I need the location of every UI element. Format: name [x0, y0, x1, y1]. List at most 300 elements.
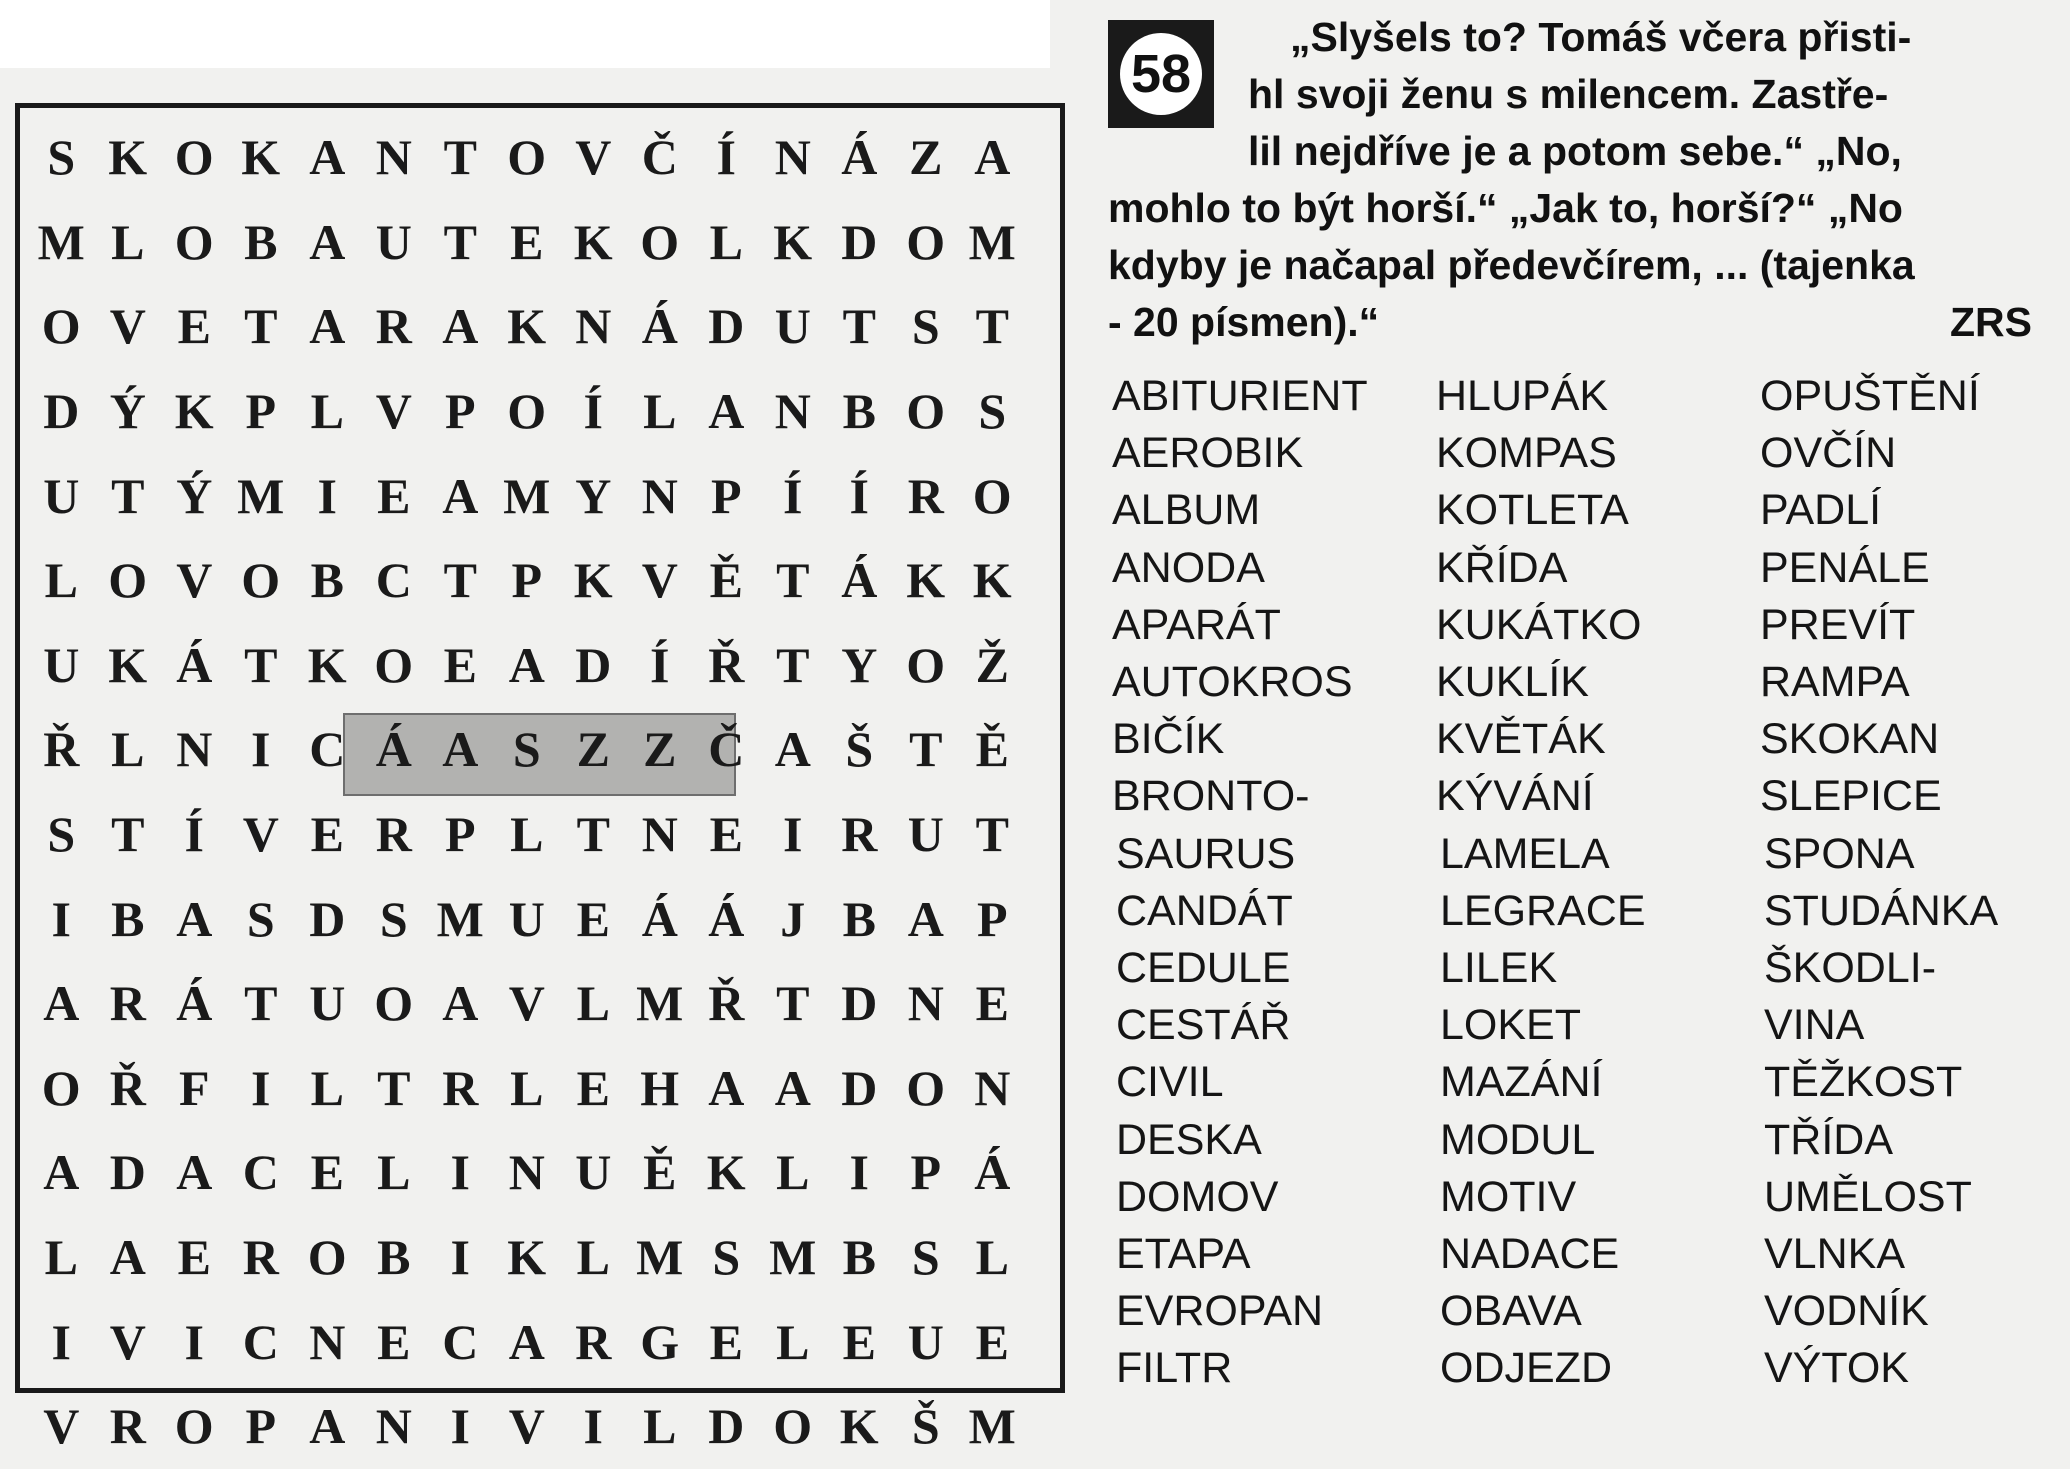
grid-letter: U — [575, 1144, 612, 1201]
grid-letter: A — [309, 213, 346, 270]
grid-letter: H — [640, 1059, 680, 1116]
grid-letter: C — [375, 552, 412, 609]
grid-letter: Ý — [109, 383, 146, 440]
grid-letter: K — [507, 298, 547, 355]
grid-letter: M — [636, 1229, 684, 1286]
clue-line: - 20 písmen).“ — [1108, 299, 1380, 345]
grid-letter: O — [906, 1059, 946, 1116]
grid-letter: Č — [641, 129, 678, 186]
grid-letter: K — [839, 1398, 879, 1455]
grid-letter: N — [907, 975, 944, 1032]
grid-letter: O — [108, 552, 148, 609]
grid-letter: U — [508, 890, 545, 947]
grid-letter: B — [111, 890, 145, 947]
grid-letter: A — [43, 1144, 80, 1201]
grid-letter: A — [176, 890, 213, 947]
grid-letter: K — [972, 552, 1012, 609]
grid-letter: M — [237, 467, 285, 524]
grid-letter: L — [44, 1229, 78, 1286]
grid-letter: O — [41, 298, 81, 355]
grid-letter: T — [975, 298, 1009, 355]
grid-letter: G — [640, 1313, 680, 1370]
grid-letter: A — [309, 298, 346, 355]
grid-letter: Ř — [109, 1059, 146, 1116]
grid-letter: R — [442, 1059, 479, 1116]
grid-letter: P — [910, 1144, 942, 1201]
grid-letter: O — [307, 1229, 347, 1286]
word-list-item: NADACE — [1440, 1230, 1620, 1278]
word-list-item: TŘÍDA — [1764, 1115, 1893, 1164]
grid-letter: Y — [841, 636, 878, 693]
grid-letter: U — [43, 467, 80, 524]
grid-letter: A — [508, 636, 545, 693]
grid-letter: U — [375, 213, 412, 270]
grid-letter: V — [242, 806, 279, 863]
grid-letter: E — [576, 1059, 610, 1116]
grid-letter: O — [174, 1398, 214, 1455]
grid-letter: M — [968, 213, 1016, 270]
word-list-item: CESTÁŘ — [1116, 1001, 1291, 1050]
word-list-item: EVROPAN — [1116, 1287, 1324, 1336]
grid-letter: Ř — [43, 721, 80, 778]
grid-letter: S — [911, 1229, 940, 1286]
word-list-item: MOTIV — [1440, 1172, 1577, 1221]
grid-letter: Š — [911, 1398, 940, 1455]
grid-letter: P — [976, 890, 1008, 947]
grid-letter: D — [841, 213, 878, 270]
grid-letter: A — [774, 1059, 811, 1116]
grid-letter: L — [377, 1144, 411, 1201]
grid-letter: O — [174, 129, 214, 186]
word-list-item: KŘÍDA — [1436, 543, 1568, 592]
word-list-item: DOMOV — [1116, 1172, 1279, 1221]
word-list-item: ŠKODLI- — [1764, 944, 1937, 992]
grid-letter: I — [849, 1144, 869, 1201]
grid-letter: R — [841, 806, 878, 863]
grid-letter: Ě — [643, 1144, 677, 1201]
grid-letter: E — [975, 975, 1009, 1032]
grid-letter: V — [508, 1398, 545, 1455]
grid-letter: M — [37, 213, 85, 270]
word-list-item: SKOKAN — [1760, 715, 1940, 764]
grid-letter: A — [708, 383, 745, 440]
grid-letter: E — [576, 890, 610, 947]
grid-letter: K — [706, 1144, 746, 1201]
grid-letter: T — [576, 806, 610, 863]
clue-line: hl svoji ženu s milencem. Zastře- — [1248, 71, 1889, 117]
grid-letter: I — [450, 1398, 470, 1455]
grid-letter: L — [576, 1229, 610, 1286]
grid-letter: I — [583, 1398, 603, 1455]
puzzle-number-badge — [1108, 20, 1214, 128]
page-top-margin — [0, 0, 1050, 68]
grid-letter: U — [309, 975, 346, 1032]
grid-letter: O — [640, 213, 680, 270]
grid-letter: K — [174, 383, 214, 440]
word-list-item: FILTR — [1116, 1344, 1233, 1393]
grid-letter: A — [176, 1144, 213, 1201]
word-list-item: VÝTOK — [1764, 1344, 1909, 1393]
grid-letter: M — [636, 975, 684, 1032]
grid-letter: K — [108, 636, 148, 693]
grid-letter: V — [375, 383, 412, 440]
grid-letter: B — [842, 383, 876, 440]
grid-letter: S — [978, 383, 1007, 440]
word-list-item: UMĚLOST — [1764, 1172, 1972, 1221]
grid-letter: L — [310, 383, 344, 440]
grid-letter: A — [309, 1398, 346, 1455]
grid-letter: Ě — [975, 721, 1009, 778]
grid-letter: N — [375, 129, 412, 186]
grid-letter: I — [450, 1229, 470, 1286]
grid-letter: O — [773, 1398, 813, 1455]
grid-letter: Z — [576, 721, 610, 778]
grid-letter: N — [974, 1059, 1011, 1116]
grid-letter: Á — [708, 890, 745, 947]
grid-letter: U — [907, 806, 944, 863]
puzzle-number: 58 — [1120, 33, 1202, 115]
word-search-grid — [28, 115, 1058, 1469]
grid-letter: E — [310, 1144, 344, 1201]
word-list-item: TĚŽKOST — [1764, 1058, 1963, 1107]
grid-letter: D — [841, 1059, 878, 1116]
grid-letter: C — [242, 1313, 279, 1370]
grid-letter: O — [174, 213, 214, 270]
grid-letter: N — [309, 1313, 346, 1370]
grid-letter: L — [44, 552, 78, 609]
word-list-item: KOMPAS — [1436, 429, 1617, 478]
grid-letter: L — [975, 1229, 1009, 1286]
grid-letter: A — [442, 467, 479, 524]
grid-letter: V — [575, 129, 612, 186]
grid-letter: Ž — [975, 636, 1009, 693]
word-list-item: LEGRACE — [1440, 886, 1646, 935]
grid-letter: N — [575, 298, 612, 355]
word-list-item: ABITURIENT — [1112, 372, 1368, 420]
grid-letter: M — [769, 1229, 817, 1286]
grid-letter: A — [508, 1313, 545, 1370]
grid-letter: L — [776, 1313, 810, 1370]
grid-letter: A — [774, 721, 811, 778]
grid-letter: L — [510, 1059, 544, 1116]
grid-letter: D — [841, 975, 878, 1032]
grid-letter: Í — [716, 129, 736, 186]
grid-letter: T — [111, 467, 145, 524]
word-list-item: LOKET — [1440, 1001, 1581, 1050]
grid-letter: O — [374, 636, 414, 693]
grid-letter: U — [43, 636, 80, 693]
grid-letter: Á — [176, 975, 213, 1032]
word-list-item: CIVIL — [1116, 1058, 1224, 1107]
word-list-item: LAMELA — [1440, 829, 1610, 878]
grid-letter: K — [906, 552, 946, 609]
word-list-item: ANODA — [1112, 543, 1265, 592]
grid-letter: V — [109, 298, 146, 355]
grid-letter: S — [47, 129, 76, 186]
word-list-item: BRONTO- — [1112, 772, 1310, 821]
clue-line: kdyby je načapal předevčírem, ... (tajenka — [1108, 242, 1915, 288]
grid-letter: Í — [184, 806, 204, 863]
grid-letter: A — [907, 890, 944, 947]
clue-line: mohlo to být horší.“ „Jak to, horší?“ „No — [1108, 185, 1903, 231]
grid-letter: T — [244, 975, 278, 1032]
grid-letter: U — [774, 298, 811, 355]
grid-letter: A — [974, 129, 1011, 186]
grid-letter: M — [436, 890, 484, 947]
grid-letter: K — [108, 129, 148, 186]
word-list-item: BIČÍK — [1112, 715, 1225, 764]
grid-letter: N — [774, 129, 811, 186]
grid-letter: Á — [641, 298, 678, 355]
grid-letter: S — [911, 298, 940, 355]
grid-letter: L — [776, 1144, 810, 1201]
word-list-item: VODNÍK — [1764, 1287, 1929, 1336]
word-list-item: AEROBIK — [1112, 429, 1304, 478]
grid-letter: R — [109, 1398, 146, 1455]
grid-letter: O — [972, 467, 1012, 524]
word-list-item: KÝVÁNÍ — [1436, 772, 1594, 821]
grid-letter: L — [709, 213, 743, 270]
grid-letter: D — [708, 1398, 745, 1455]
word-list-item: SLEPICE — [1760, 772, 1942, 821]
word-list-item: OBAVA — [1440, 1287, 1582, 1336]
grid-letter: K — [573, 213, 613, 270]
grid-letter: Č — [708, 721, 745, 778]
grid-letter: Ř — [708, 636, 745, 693]
grid-letter: B — [377, 1229, 411, 1286]
grid-letter: R — [575, 1313, 612, 1370]
grid-letter: Š — [845, 721, 874, 778]
grid-letter: M — [503, 467, 551, 524]
grid-letter: K — [773, 213, 813, 270]
grid-letter: A — [442, 298, 479, 355]
grid-letter: V — [176, 552, 213, 609]
grid-letter: D — [309, 890, 346, 947]
grid-letter: D — [708, 298, 745, 355]
grid-letter: P — [245, 383, 277, 440]
grid-letter: N — [375, 1398, 412, 1455]
grid-letter: E — [177, 1229, 211, 1286]
grid-letter: C — [309, 721, 346, 778]
grid-letter: L — [643, 1398, 677, 1455]
grid-letter: N — [508, 1144, 545, 1201]
grid-letter: T — [909, 721, 943, 778]
grid-letter: I — [51, 890, 71, 947]
grid-letter: E — [377, 1313, 411, 1370]
grid-letter: R — [375, 298, 412, 355]
grid-letter: E — [510, 213, 544, 270]
grid-letter: Á — [841, 552, 878, 609]
grid-letter: Í — [583, 383, 603, 440]
grid-letter: S — [512, 721, 541, 778]
grid-letter: B — [310, 552, 344, 609]
grid-letter: A — [708, 1059, 745, 1116]
grid-letter: R — [242, 1229, 279, 1286]
grid-letter: Á — [841, 129, 878, 186]
grid-letter: T — [975, 806, 1009, 863]
grid-letter: R — [375, 806, 412, 863]
grid-letter: A — [442, 721, 479, 778]
grid-letter: Í — [849, 467, 869, 524]
word-list-item: MAZÁNÍ — [1440, 1058, 1603, 1107]
grid-letter: U — [907, 1313, 944, 1370]
grid-letter: D — [109, 1144, 146, 1201]
word-list-item: KUKLÍK — [1436, 658, 1589, 706]
grid-letter: T — [443, 213, 477, 270]
word-list-item: PREVÍT — [1760, 600, 1916, 649]
word-list-item: SAURUS — [1116, 829, 1296, 878]
grid-letter: A — [43, 975, 80, 1032]
grid-letter: L — [576, 975, 610, 1032]
grid-letter: Ř — [708, 975, 745, 1032]
grid-letter: F — [178, 1059, 210, 1116]
grid-letter: O — [507, 383, 547, 440]
word-list-item: ETAPA — [1116, 1230, 1251, 1278]
grid-letter: Á — [974, 1144, 1011, 1201]
grid-letter: N — [641, 467, 678, 524]
word-list-item: DESKA — [1116, 1115, 1262, 1164]
grid-letter: I — [783, 806, 803, 863]
word-list-item: OVČÍN — [1760, 429, 1897, 478]
grid-letter: Z — [643, 721, 677, 778]
grid-letter: D — [575, 636, 612, 693]
grid-letter: N — [641, 806, 678, 863]
word-list-item: LILEK — [1440, 944, 1558, 992]
grid-letter: C — [442, 1313, 479, 1370]
grid-letter: T — [111, 806, 145, 863]
grid-letter: O — [906, 383, 946, 440]
grid-letter: T — [776, 552, 810, 609]
grid-letter: A — [309, 129, 346, 186]
grid-letter: C — [242, 1144, 279, 1201]
grid-letter: R — [907, 467, 944, 524]
grid-letter: I — [51, 1313, 71, 1370]
word-list-item: MODUL — [1440, 1115, 1596, 1164]
grid-letter: S — [379, 890, 408, 947]
grid-letter: L — [111, 213, 145, 270]
grid-letter: P — [511, 552, 543, 609]
grid-letter: P — [710, 467, 742, 524]
grid-letter: V — [43, 1398, 80, 1455]
word-list-item: VINA — [1764, 1001, 1865, 1050]
grid-letter: O — [507, 129, 547, 186]
grid-letter: D — [43, 383, 80, 440]
word-list-item: AUTOKROS — [1112, 658, 1353, 706]
grid-letter: E — [842, 1313, 876, 1370]
word-list-item: OPUŠTĚNÍ — [1760, 372, 1980, 420]
grid-letter: K — [573, 552, 613, 609]
grid-letter: Z — [909, 129, 943, 186]
word-list-item: APARÁT — [1112, 600, 1281, 649]
word-list-item: CANDÁT — [1116, 886, 1293, 935]
grid-letter: T — [377, 1059, 411, 1116]
grid-letter: R — [109, 975, 146, 1032]
word-list-item: HLUPÁK — [1436, 372, 1609, 420]
grid-letter: T — [244, 636, 278, 693]
word-list-item: RAMPA — [1760, 658, 1910, 706]
grid-letter: S — [712, 1229, 741, 1286]
word-list-item: KVĚTÁK — [1436, 715, 1606, 764]
word-list-item: ALBUM — [1112, 486, 1261, 535]
word-list-item: STUDÁNKA — [1764, 886, 1999, 935]
grid-letter: E — [975, 1313, 1009, 1370]
word-list-item: SPONA — [1764, 829, 1915, 878]
grid-letter: E — [310, 806, 344, 863]
grid-letter: N — [774, 383, 811, 440]
word-list-item: PENÁLE — [1760, 543, 1930, 592]
grid-letter: K — [307, 636, 347, 693]
grid-letter: I — [251, 1059, 271, 1116]
grid-letter: E — [709, 1313, 743, 1370]
grid-letter: E — [709, 806, 743, 863]
grid-letter: L — [510, 806, 544, 863]
grid-letter: V — [641, 552, 678, 609]
grid-letter: Á — [641, 890, 678, 947]
word-list-item: KOTLETA — [1436, 486, 1629, 535]
clue-line: „Slyšels to? Tomáš včera přisti- — [1290, 14, 1912, 60]
grid-letter: O — [906, 636, 946, 693]
grid-letter: Y — [575, 467, 612, 524]
grid-letter: B — [842, 890, 876, 947]
grid-letter: Ý — [176, 467, 213, 524]
grid-letter: E — [377, 467, 411, 524]
word-list-item: PADLÍ — [1760, 486, 1882, 535]
grid-letter: J — [780, 890, 806, 947]
grid-letter: L — [310, 1059, 344, 1116]
word-list-item: KUKÁTKO — [1436, 600, 1642, 649]
word-list-item: ODJEZD — [1440, 1344, 1612, 1393]
grid-letter: E — [177, 298, 211, 355]
grid-letter: Ě — [709, 552, 743, 609]
grid-letter: M — [968, 1398, 1016, 1455]
grid-letter: E — [443, 636, 477, 693]
grid-letter: V — [109, 1313, 146, 1370]
grid-letter: K — [241, 129, 281, 186]
grid-letter: I — [317, 467, 337, 524]
clue-line: lil nejdříve je a potom sebe.“ „No, — [1248, 128, 1902, 174]
word-list-item: VLNKA — [1764, 1230, 1906, 1278]
grid-letter: N — [176, 721, 213, 778]
grid-letter: L — [111, 721, 145, 778]
grid-letter: B — [842, 1229, 876, 1286]
grid-letter: S — [246, 890, 275, 947]
grid-letter: T — [842, 298, 876, 355]
author-signature: ZRS — [1950, 299, 2032, 345]
grid-letter: A — [442, 975, 479, 1032]
grid-letter: B — [244, 213, 278, 270]
grid-letter: P — [444, 806, 476, 863]
grid-letter: P — [444, 383, 476, 440]
grid-letter: Í — [783, 467, 803, 524]
grid-letter: P — [245, 1398, 277, 1455]
grid-letter: T — [244, 298, 278, 355]
word-list-item: CEDULE — [1116, 944, 1291, 992]
grid-letter: I — [184, 1313, 204, 1370]
grid-letter: O — [374, 975, 414, 1032]
grid-letter: A — [109, 1229, 146, 1286]
grid-letter: L — [643, 383, 677, 440]
grid-letter: V — [508, 975, 545, 1032]
grid-letter: K — [507, 1229, 547, 1286]
grid-letter: T — [443, 129, 477, 186]
grid-letter: T — [443, 552, 477, 609]
grid-letter: S — [47, 806, 76, 863]
grid-letter: Á — [176, 636, 213, 693]
grid-letter: T — [776, 636, 810, 693]
grid-letter: Í — [650, 636, 670, 693]
grid-letter: T — [776, 975, 810, 1032]
grid-letter: O — [241, 552, 281, 609]
